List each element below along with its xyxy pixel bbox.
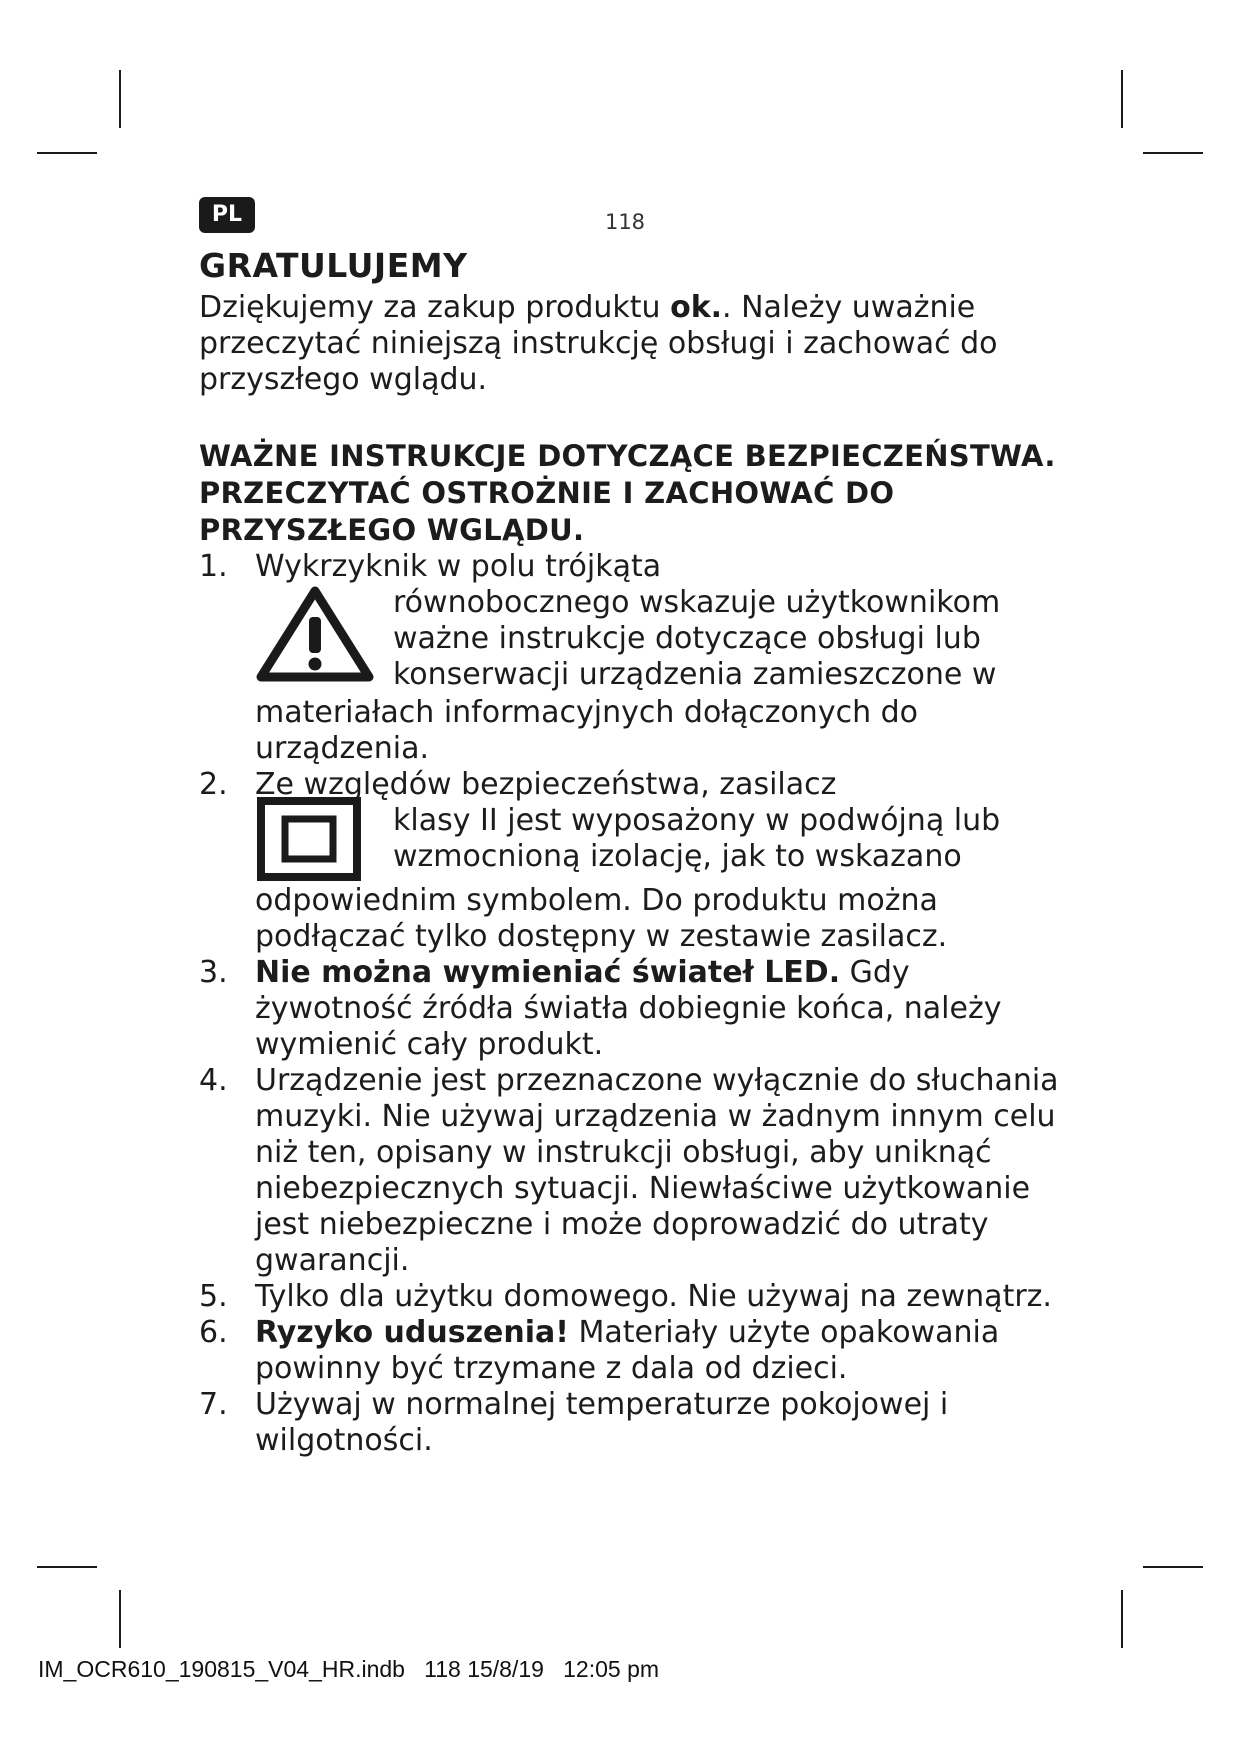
item-bold-text: Nie można wymieniać świateł LED. (255, 955, 841, 990)
crop-mark (119, 70, 121, 128)
item-first-line: Wykrzyknik w polu trójkąta (255, 549, 662, 584)
item-bold-text: Ryzyko uduszenia! (255, 1315, 569, 1350)
footer-file: IM_OCR610_190815_V04_HR.indb (38, 1656, 405, 1682)
item-text: Tylko dla użytku domowego. Nie używaj na zewnątrz. (255, 1279, 1052, 1314)
print-footer (38, 1656, 659, 1683)
page-number: 118 (604, 210, 646, 234)
safety-heading: WAŻNE INSTRUKCJE DOTYCZĄCE BEZPIECZEŃSTWA. PRZECZYTAĆ OSTROŻNIE I ZACHOWAĆ DO PRZYSZŁEGO WGLĄDU. (199, 439, 1056, 547)
warning-triangle-icon (255, 585, 393, 695)
list-item (199, 767, 1059, 955)
crop-mark (37, 152, 97, 154)
item-number: 1. (199, 549, 228, 584)
crop-mark (1143, 1566, 1203, 1568)
item-text: odpowiednim symbolem. Do produktu można podłączać tylko dostępny w zestawie zasilacz. (255, 883, 948, 954)
item-text: materiałach informacyjnych dołączonych do urządzenia. (255, 695, 919, 766)
item-text: Używaj w normalnej temperaturze pokojowej i wilgotności. (255, 1387, 949, 1458)
symbol-block (255, 585, 1059, 695)
item-number: 3. (199, 955, 228, 990)
list-item (199, 1315, 1059, 1387)
language-badge: PL (199, 197, 255, 233)
crop-mark (119, 1590, 121, 1648)
item-number: 5. (199, 1279, 228, 1314)
crop-mark (1121, 1590, 1123, 1648)
list-item (199, 1387, 1059, 1459)
class-ii-double-square-icon (255, 803, 393, 883)
item-number: 6. (199, 1315, 228, 1350)
item-text: Gdy żywotność źródła światła dobiegnie końca, należy wymienić cały produkt. (255, 955, 1002, 1062)
intro-paragraph (199, 290, 1059, 398)
crop-mark (1143, 152, 1203, 154)
item-text: Materiały użyte opakowania powinny być trzymane z dala od dzieci. (255, 1315, 1000, 1386)
footer-page: 118 (424, 1656, 461, 1682)
item-number: 7. (199, 1387, 228, 1422)
brand-name: ok. (670, 290, 723, 325)
symbol-block (255, 803, 1059, 883)
crop-mark (37, 1566, 97, 1568)
intro-text-end: . Należy uważnie przeczytać niniejszą instrukcję obsługi i zachować do przyszłego wglądu. (199, 290, 998, 397)
list-item (199, 549, 1059, 767)
item-text: równobocznego wskazuje użytkownikom ważne instrukcje dotyczące obsługi lub konserwacji urządzenia zamieszczone w (393, 585, 1001, 692)
manual-content (199, 244, 1059, 1459)
item-number: 2. (199, 767, 228, 802)
intro-text: Dziękujemy za zakup produktu (199, 290, 671, 325)
footer-date: 15/8/19 (467, 1656, 544, 1682)
footer-time: 12:05 pm (563, 1656, 660, 1682)
list-item (199, 1063, 1059, 1279)
item-number: 4. (199, 1063, 228, 1098)
item-text: klasy II jest wyposażony w podwójną lub wzmocnioną izolację, jak to wskazano (393, 803, 1001, 874)
item-text: Urządzenie jest przeznaczone wyłącznie do słuchania muzyki. Nie używaj urządzenia w żadnym innym celu niż ten, opisany w instrukcji obsługi, aby uniknąć niebezpiecznych sytuacji. Niewłaściwe użytkowanie jest niebezpieczne i może doprowadzić do utraty gwarancji. (255, 1063, 1059, 1278)
crop-mark (1121, 70, 1123, 128)
congrats-heading: GRATULUJEMY (199, 246, 468, 285)
item-first-line: Ze względów bezpieczeństwa, zasilacz (255, 767, 837, 802)
list-item (199, 955, 1059, 1063)
list-item (199, 1279, 1059, 1315)
